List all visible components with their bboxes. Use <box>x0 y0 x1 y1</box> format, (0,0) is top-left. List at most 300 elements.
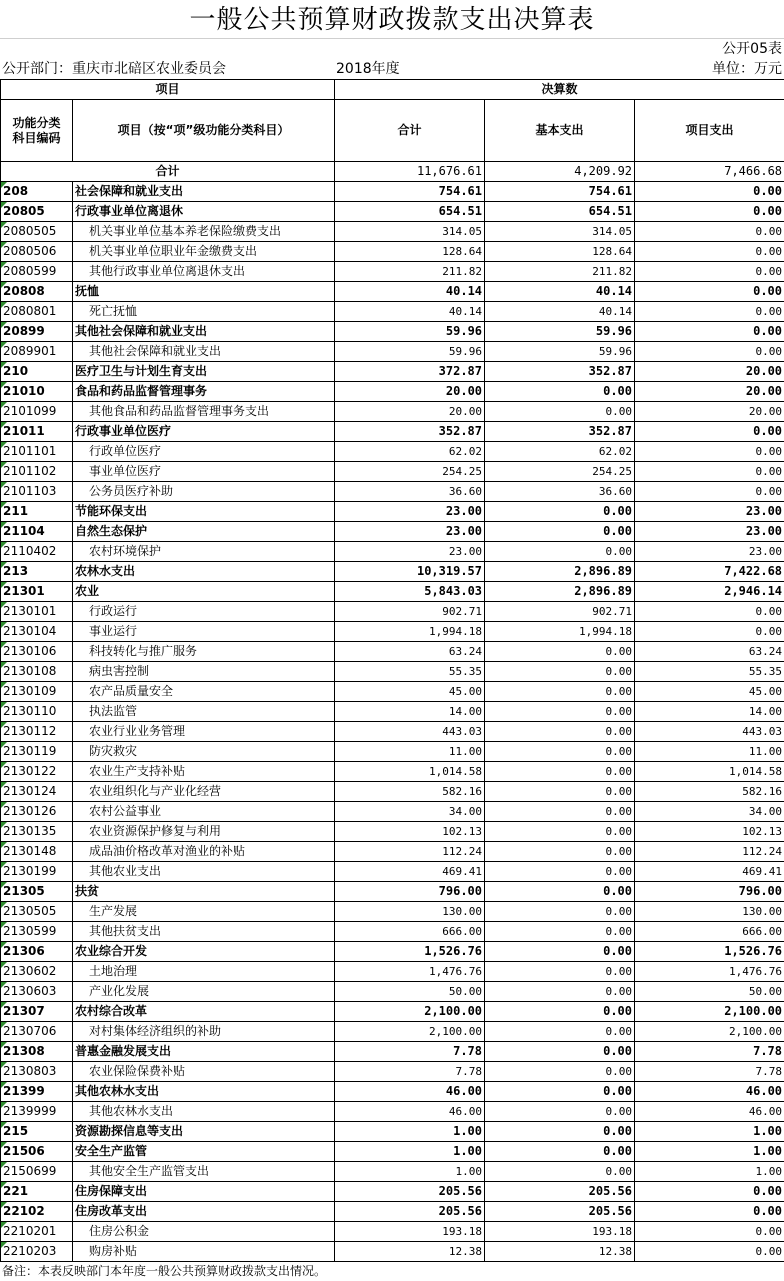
row-code: 2130599 <box>1 922 73 942</box>
row-total: 46.00 <box>335 1102 485 1122</box>
row-total: 55.35 <box>335 662 485 682</box>
budget-sheet <box>0 38 784 1262</box>
row-total: 10,319.57 <box>335 562 485 582</box>
table-row <box>1 1162 784 1182</box>
row-basic: 352.87 <box>485 422 635 442</box>
row-basic: 0.00 <box>485 922 635 942</box>
row-total: 796.00 <box>335 882 485 902</box>
row-basic: 40.14 <box>485 282 635 302</box>
table-row <box>1 942 784 962</box>
table-row <box>1 862 784 882</box>
row-total: 754.61 <box>335 182 485 202</box>
row-name: 安全生产监管 <box>73 1142 335 1162</box>
table-row <box>1 722 784 742</box>
row-basic: 0.00 <box>485 902 635 922</box>
table-row <box>1 902 784 922</box>
form-number-row <box>0 39 784 60</box>
row-name: 对村集体经济组织的补助 <box>73 1022 335 1042</box>
row-basic: 0.00 <box>485 762 635 782</box>
row-project: 20.00 <box>635 362 784 382</box>
table-row <box>1 622 784 642</box>
row-basic: 0.00 <box>485 782 635 802</box>
row-code: 208 <box>1 182 73 202</box>
row-name: 其他扶贫支出 <box>73 922 335 942</box>
row-code: 2080599 <box>1 262 73 282</box>
table-row <box>1 482 784 502</box>
row-code: 20805 <box>1 202 73 222</box>
row-total: 14.00 <box>335 702 485 722</box>
row-code: 2101101 <box>1 442 73 462</box>
table-row <box>1 822 784 842</box>
row-basic: 0.00 <box>485 962 635 982</box>
row-name: 产业化发展 <box>73 982 335 1002</box>
row-project: 2,100.00 <box>635 1022 784 1042</box>
row-project: 112.24 <box>635 842 784 862</box>
table-row <box>1 322 784 342</box>
row-basic: 2,896.89 <box>485 582 635 602</box>
row-name: 农村环境保护 <box>73 542 335 562</box>
row-code: 221 <box>1 1182 73 1202</box>
row-name: 其他农林水支出 <box>73 1082 335 1102</box>
row-code: 2130505 <box>1 902 73 922</box>
row-code: 210 <box>1 362 73 382</box>
row-code: 20808 <box>1 282 73 302</box>
table-row <box>1 1042 784 1062</box>
row-code: 2080505 <box>1 222 73 242</box>
row-basic: 0.00 <box>485 522 635 542</box>
row-code: 2130101 <box>1 602 73 622</box>
row-code: 2130122 <box>1 762 73 782</box>
row-name: 社会保障和就业支出 <box>73 182 335 202</box>
row-basic: 0.00 <box>485 682 635 702</box>
table-row <box>1 702 784 722</box>
row-project: 1,014.58 <box>635 762 784 782</box>
table-row <box>1 282 784 302</box>
table-row <box>1 382 784 402</box>
row-basic: 12.38 <box>485 1242 635 1262</box>
row-name: 住房公积金 <box>73 1222 335 1242</box>
row-name: 住房保障支出 <box>73 1182 335 1202</box>
row-name: 行政事业单位离退休 <box>73 202 335 222</box>
unit-label: 单位：万元 <box>712 61 782 77</box>
row-name: 土地治理 <box>73 962 335 982</box>
table-row <box>1 1022 784 1042</box>
row-project: 1.00 <box>635 1122 784 1142</box>
row-project: 443.03 <box>635 722 784 742</box>
table-row <box>1 342 784 362</box>
row-name: 农产品质量安全 <box>73 682 335 702</box>
header-project: 项目支出 <box>635 100 784 162</box>
header-code: 功能分类 科目编码 <box>1 100 73 162</box>
row-name: 农业资源保护修复与利用 <box>73 822 335 842</box>
row-name: 其他社会保障和就业支出 <box>73 322 335 342</box>
row-name: 抚恤 <box>73 282 335 302</box>
row-name: 购房补贴 <box>73 1242 335 1262</box>
row-name: 防灾救灾 <box>73 742 335 762</box>
row-basic: 0.00 <box>485 1142 635 1162</box>
row-name: 行政运行 <box>73 602 335 622</box>
row-total: 40.14 <box>335 302 485 322</box>
row-total: 1.00 <box>335 1122 485 1142</box>
row-basic: 0.00 <box>485 942 635 962</box>
row-basic: 0.00 <box>485 1122 635 1142</box>
row-total: 902.71 <box>335 602 485 622</box>
table-row <box>1 1142 784 1162</box>
header-total: 合计 <box>335 100 485 162</box>
table-row <box>1 462 784 482</box>
row-basic: 205.56 <box>485 1202 635 1222</box>
header-row-columns <box>1 100 784 162</box>
row-total: 62.02 <box>335 442 485 462</box>
table-row <box>1 422 784 442</box>
row-total: 63.24 <box>335 642 485 662</box>
row-code: 2130104 <box>1 622 73 642</box>
row-code: 21011 <box>1 422 73 442</box>
total-label: 合计 <box>1 162 335 182</box>
row-project: 1,476.76 <box>635 962 784 982</box>
row-total: 1.00 <box>335 1142 485 1162</box>
total-project: 7,466.68 <box>635 162 784 182</box>
row-name: 其他安全生产监管支出 <box>73 1162 335 1182</box>
row-total: 23.00 <box>335 542 485 562</box>
row-project: 0.00 <box>635 1202 784 1222</box>
row-basic: 0.00 <box>485 1062 635 1082</box>
row-basic: 36.60 <box>485 482 635 502</box>
row-code: 2130119 <box>1 742 73 762</box>
row-total: 1,014.58 <box>335 762 485 782</box>
footnote: 备注：本表反映部门本年度一般公共预算财政拨款支出情况。 <box>2 1264 327 1278</box>
table-row <box>1 982 784 1002</box>
row-basic: 0.00 <box>485 642 635 662</box>
row-basic: 0.00 <box>485 402 635 422</box>
row-basic: 59.96 <box>485 322 635 342</box>
row-name: 机关事业单位职业年金缴费支出 <box>73 242 335 262</box>
row-basic: 352.87 <box>485 362 635 382</box>
row-code: 21306 <box>1 942 73 962</box>
row-project: 7,422.68 <box>635 562 784 582</box>
header-item-group: 项目 <box>1 80 335 100</box>
row-total: 46.00 <box>335 1082 485 1102</box>
row-project: 0.00 <box>635 622 784 642</box>
row-name: 病虫害控制 <box>73 662 335 682</box>
table-row <box>1 562 784 582</box>
row-code: 2130603 <box>1 982 73 1002</box>
row-project: 46.00 <box>635 1082 784 1102</box>
table-row <box>1 882 784 902</box>
header-row-group <box>1 80 784 100</box>
row-total: 112.24 <box>335 842 485 862</box>
row-name: 农业组织化与产业化经营 <box>73 782 335 802</box>
row-basic: 0.00 <box>485 662 635 682</box>
row-code: 2101102 <box>1 462 73 482</box>
row-name: 农业 <box>73 582 335 602</box>
row-total: 7.78 <box>335 1042 485 1062</box>
row-code: 2130124 <box>1 782 73 802</box>
header-actual-group: 决算数 <box>335 80 784 100</box>
row-basic: 0.00 <box>485 722 635 742</box>
table-row <box>1 782 784 802</box>
row-name: 食品和药品监督管理事务 <box>73 382 335 402</box>
row-total: 5,843.03 <box>335 582 485 602</box>
row-name: 农业保险保费补贴 <box>73 1062 335 1082</box>
table-row <box>1 402 784 422</box>
expenditure-table <box>0 79 784 1262</box>
form-number: 公开05表 <box>722 41 782 57</box>
row-code: 21010 <box>1 382 73 402</box>
row-project: 469.41 <box>635 862 784 882</box>
row-code: 2139999 <box>1 1102 73 1122</box>
row-basic: 0.00 <box>485 882 635 902</box>
row-code: 2130706 <box>1 1022 73 1042</box>
row-total: 36.60 <box>335 482 485 502</box>
row-basic: 0.00 <box>485 1022 635 1042</box>
row-total: 582.16 <box>335 782 485 802</box>
row-total: 23.00 <box>335 502 485 522</box>
row-project: 20.00 <box>635 402 784 422</box>
row-total: 666.00 <box>335 922 485 942</box>
row-total: 193.18 <box>335 1222 485 1242</box>
row-code: 2130109 <box>1 682 73 702</box>
table-row <box>1 1182 784 1202</box>
row-total: 34.00 <box>335 802 485 822</box>
row-total: 59.96 <box>335 342 485 362</box>
row-basic: 0.00 <box>485 1162 635 1182</box>
row-name: 农林水支出 <box>73 562 335 582</box>
row-basic: 0.00 <box>485 702 635 722</box>
row-project: 130.00 <box>635 902 784 922</box>
row-basic: 0.00 <box>485 1002 635 1022</box>
row-project: 2,100.00 <box>635 1002 784 1022</box>
row-basic: 193.18 <box>485 1222 635 1242</box>
row-name: 住房改革支出 <box>73 1202 335 1222</box>
row-total: 20.00 <box>335 382 485 402</box>
row-code: 21506 <box>1 1142 73 1162</box>
row-total: 7.78 <box>335 1062 485 1082</box>
row-basic: 40.14 <box>485 302 635 322</box>
row-project: 666.00 <box>635 922 784 942</box>
row-name: 生产发展 <box>73 902 335 922</box>
year-label: 2018年度 <box>336 61 400 77</box>
row-project: 796.00 <box>635 882 784 902</box>
row-code: 2130148 <box>1 842 73 862</box>
row-basic: 0.00 <box>485 802 635 822</box>
row-name: 执法监管 <box>73 702 335 722</box>
row-project: 11.00 <box>635 742 784 762</box>
row-total: 352.87 <box>335 422 485 442</box>
row-basic: 0.00 <box>485 1042 635 1062</box>
row-total: 469.41 <box>335 862 485 882</box>
row-code: 2130126 <box>1 802 73 822</box>
row-total: 314.05 <box>335 222 485 242</box>
row-total: 40.14 <box>335 282 485 302</box>
row-name: 资源勘探信息等支出 <box>73 1122 335 1142</box>
row-code: 2080801 <box>1 302 73 322</box>
row-name: 其他农业支出 <box>73 862 335 882</box>
row-project: 0.00 <box>635 222 784 242</box>
row-project: 0.00 <box>635 322 784 342</box>
row-name: 其他农林水支出 <box>73 1102 335 1122</box>
row-total: 2,100.00 <box>335 1022 485 1042</box>
row-name: 农业行业业务管理 <box>73 722 335 742</box>
header-basic: 基本支出 <box>485 100 635 162</box>
table-row <box>1 262 784 282</box>
row-name: 科技转化与推广服务 <box>73 642 335 662</box>
department-label: 公开部门：重庆市北碚区农业委员会 <box>2 61 226 77</box>
row-basic: 0.00 <box>485 542 635 562</box>
row-project: 0.00 <box>635 1242 784 1262</box>
row-project: 0.00 <box>635 482 784 502</box>
row-code: 2210201 <box>1 1222 73 1242</box>
table-row <box>1 682 784 702</box>
row-code: 2130112 <box>1 722 73 742</box>
row-name: 医疗卫生与计划生育支出 <box>73 362 335 382</box>
row-name: 机关事业单位基本养老保险缴费支出 <box>73 222 335 242</box>
row-project: 63.24 <box>635 642 784 662</box>
row-project: 0.00 <box>635 202 784 222</box>
row-code: 2150699 <box>1 1162 73 1182</box>
table-row <box>1 542 784 562</box>
table-row <box>1 522 784 542</box>
row-basic: 205.56 <box>485 1182 635 1202</box>
row-total: 2,100.00 <box>335 1002 485 1022</box>
row-total: 11.00 <box>335 742 485 762</box>
row-project: 7.78 <box>635 1062 784 1082</box>
row-project: 23.00 <box>635 502 784 522</box>
table-row <box>1 582 784 602</box>
row-basic: 59.96 <box>485 342 635 362</box>
row-total: 20.00 <box>335 402 485 422</box>
row-project: 14.00 <box>635 702 784 722</box>
row-project: 2,946.14 <box>635 582 784 602</box>
row-code: 2130110 <box>1 702 73 722</box>
table-row <box>1 202 784 222</box>
row-code: 21399 <box>1 1082 73 1102</box>
table-row <box>1 1222 784 1242</box>
row-basic: 254.25 <box>485 462 635 482</box>
row-name: 行政事业单位医疗 <box>73 422 335 442</box>
report-title: 一般公共预算财政拨款支出决算表 <box>189 5 595 35</box>
row-total: 1,994.18 <box>335 622 485 642</box>
row-name: 其他社会保障和就业支出 <box>73 342 335 362</box>
row-name: 节能环保支出 <box>73 502 335 522</box>
row-project: 0.00 <box>635 242 784 262</box>
row-code: 2130135 <box>1 822 73 842</box>
row-code: 20899 <box>1 322 73 342</box>
row-total: 654.51 <box>335 202 485 222</box>
row-code: 22102 <box>1 1202 73 1222</box>
row-project: 0.00 <box>635 262 784 282</box>
table-row <box>1 442 784 462</box>
table-row <box>1 1102 784 1122</box>
row-name: 行政单位医疗 <box>73 442 335 462</box>
total-total: 11,676.61 <box>335 162 485 182</box>
table-row <box>1 182 784 202</box>
row-project: 50.00 <box>635 982 784 1002</box>
table-row <box>1 642 784 662</box>
row-name: 其他行政事业单位离退休支出 <box>73 262 335 282</box>
row-total: 254.25 <box>335 462 485 482</box>
row-project: 0.00 <box>635 462 784 482</box>
row-name: 自然生态保护 <box>73 522 335 542</box>
table-row <box>1 1242 784 1262</box>
row-basic: 0.00 <box>485 742 635 762</box>
table-row <box>1 962 784 982</box>
row-total: 130.00 <box>335 902 485 922</box>
row-project: 1.00 <box>635 1142 784 1162</box>
row-code: 2130108 <box>1 662 73 682</box>
table-row <box>1 922 784 942</box>
total-row <box>1 162 784 182</box>
row-basic: 211.82 <box>485 262 635 282</box>
row-project: 55.35 <box>635 662 784 682</box>
row-name: 农村公益事业 <box>73 802 335 822</box>
row-project: 0.00 <box>635 1182 784 1202</box>
row-total: 102.13 <box>335 822 485 842</box>
row-project: 45.00 <box>635 682 784 702</box>
row-code: 2089901 <box>1 342 73 362</box>
row-total: 12.38 <box>335 1242 485 1262</box>
department-row <box>0 59 784 79</box>
row-basic: 902.71 <box>485 602 635 622</box>
row-name: 事业单位医疗 <box>73 462 335 482</box>
row-name: 农业综合开发 <box>73 942 335 962</box>
row-code: 2101103 <box>1 482 73 502</box>
table-row <box>1 662 784 682</box>
row-basic: 314.05 <box>485 222 635 242</box>
row-code: 2130199 <box>1 862 73 882</box>
row-basic: 0.00 <box>485 862 635 882</box>
row-name: 其他食品和药品监督管理事务支出 <box>73 402 335 422</box>
row-basic: 654.51 <box>485 202 635 222</box>
row-basic: 0.00 <box>485 822 635 842</box>
row-total: 23.00 <box>335 522 485 542</box>
row-project: 23.00 <box>635 522 784 542</box>
row-code: 21308 <box>1 1042 73 1062</box>
row-total: 1,526.76 <box>335 942 485 962</box>
row-project: 1,526.76 <box>635 942 784 962</box>
table-row <box>1 742 784 762</box>
row-project: 23.00 <box>635 542 784 562</box>
row-basic: 0.00 <box>485 1102 635 1122</box>
row-project: 46.00 <box>635 1102 784 1122</box>
row-basic: 0.00 <box>485 982 635 1002</box>
row-basic: 0.00 <box>485 382 635 402</box>
table-row <box>1 502 784 522</box>
row-code: 213 <box>1 562 73 582</box>
row-project: 0.00 <box>635 342 784 362</box>
row-total: 1.00 <box>335 1162 485 1182</box>
row-total: 1,476.76 <box>335 962 485 982</box>
row-code: 21104 <box>1 522 73 542</box>
row-code: 211 <box>1 502 73 522</box>
row-name: 农村综合改革 <box>73 1002 335 1022</box>
table-row <box>1 1202 784 1222</box>
row-total: 50.00 <box>335 982 485 1002</box>
row-name: 死亡抚恤 <box>73 302 335 322</box>
row-project: 0.00 <box>635 302 784 322</box>
row-name: 成品油价格改革对渔业的补贴 <box>73 842 335 862</box>
row-total: 59.96 <box>335 322 485 342</box>
table-row <box>1 1082 784 1102</box>
info-table <box>0 38 784 79</box>
row-basic: 1,994.18 <box>485 622 635 642</box>
row-total: 128.64 <box>335 242 485 262</box>
table-row <box>1 222 784 242</box>
row-basic: 0.00 <box>485 502 635 522</box>
row-name: 公务员医疗补助 <box>73 482 335 502</box>
row-code: 2110402 <box>1 542 73 562</box>
row-total: 443.03 <box>335 722 485 742</box>
